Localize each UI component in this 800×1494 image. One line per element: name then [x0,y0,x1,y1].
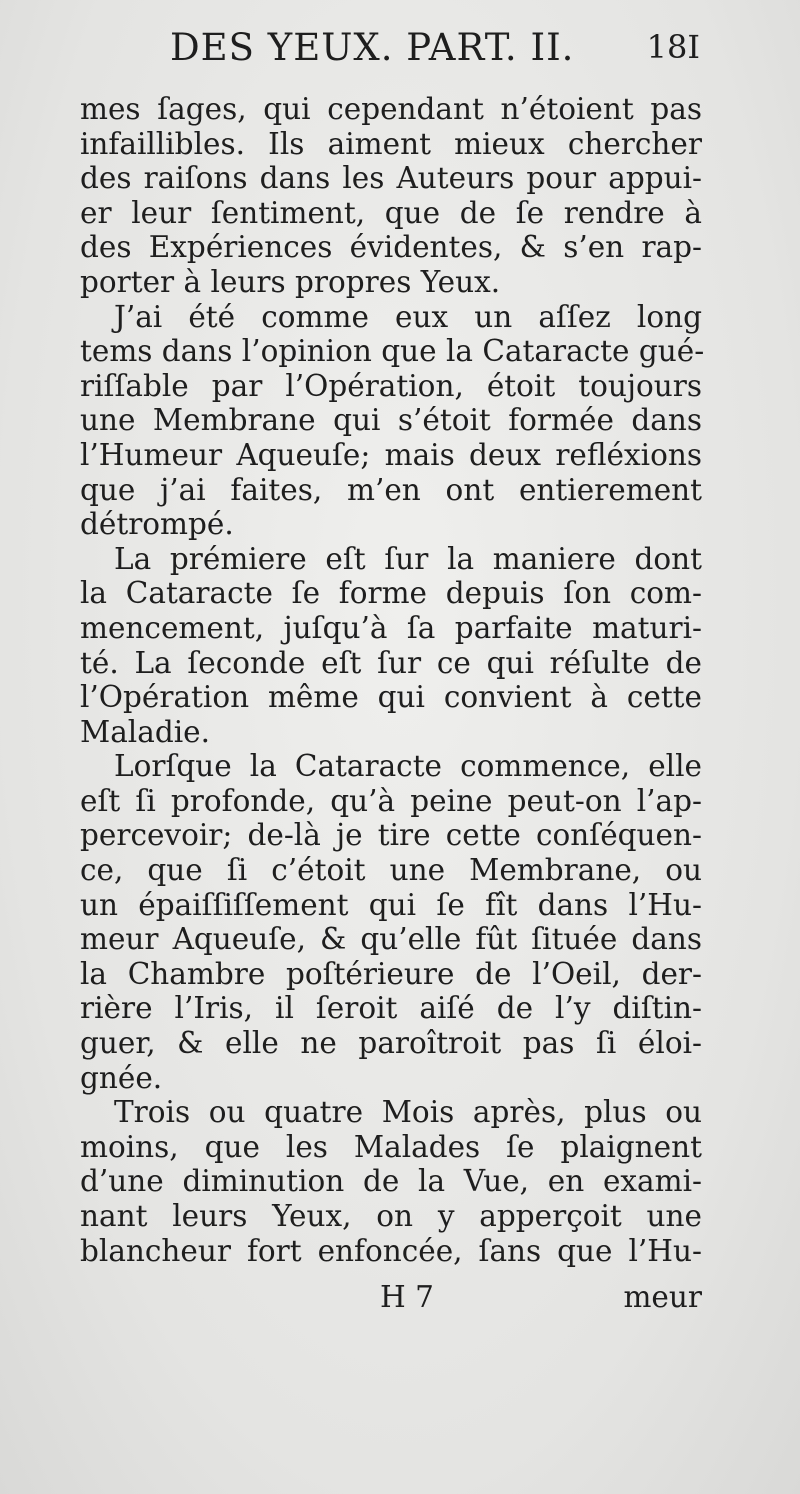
text-line: percevoir; de-là je tire cette conſéquen- [80,818,702,853]
text-line: détrompé. [80,507,234,542]
text-line: moins, que les Malades ſe plaignent [80,1129,702,1164]
text-line: porter à leurs propres Yeux. [80,264,501,299]
running-title: DES YEUX. PART. II. [170,26,575,69]
text-line: la Cataracte ſe forme depuis ſon com- [80,576,702,611]
text-line: infaillibles. Ils aiment mieux chercher [80,126,702,161]
text-line: l’Humeur Aqueuſe; mais deux refléxions [80,437,702,472]
text-line: té. La ſeconde eſt ſur ce qui réſulte de [80,645,702,680]
text-line: des raiſons dans les Auteurs pour appui- [80,161,702,196]
text-line: la Chambre poſtérieure de l’Oeil, der- [80,956,702,991]
text-line: eſt ſi profonde, qu’à peine peut-on l’ap- [80,783,702,818]
text-line: nant leurs Yeux, on y apperçoit une [80,1199,702,1233]
text-line: rière l’Iris, il ſeroit aiſé de l’y diſtin- [80,991,702,1026]
text-line: Lorſque la Cataracte commence, elle [114,749,702,784]
text-line: J’ai été comme eux un aſſez long [114,299,702,334]
text-line: Trois ou quatre Mois après, plus ou [114,1095,702,1130]
text-line: tems dans l’opinion que la Cataracte gué- [80,334,705,369]
text-line: riſſable par l’Opération, étoit toujours [80,368,702,403]
text-line: Maladie. [80,714,210,749]
text-line: une Membrane qui s’étoit formée dans [80,403,702,438]
signature-mark: H 7 [380,1280,434,1314]
page-footer [80,1280,702,1320]
text-line: mes ſages, qui cependant n’étoient pas [80,92,702,126]
body-text [80,92,705,1268]
text-line: mencement, juſqu’à ſa parfaite maturi- [80,610,702,645]
text-line: ce, que ſi c’étoit une Membrane, ou [80,853,702,888]
text-line: l’Opération même qui convient à cette [80,680,702,715]
catchword: meur [623,1280,702,1314]
text-line: gnée. [80,1060,163,1095]
text-line: La prémiere eſt ſur la maniere dont [114,541,702,576]
text-line: guer, & elle ne paroîtroit pas ſi éloi- [80,1026,702,1061]
text-line: d’une diminution de la Vue, en exami- [80,1164,702,1199]
text-line: un épaiſſiſſement qui ſe fît dans l’Hu- [80,887,702,922]
text-line: er leur ſentiment, que de ſe rendre à [80,195,702,230]
running-header [170,26,700,76]
page-number: 18I [646,28,700,66]
text-line: meur Aqueuſe, & qu’elle fût ſituée dans [80,922,702,957]
text-line: que j’ai faites, m’en ont entierement [80,472,702,507]
text-line: des Expériences évidentes, & s’en rap- [80,230,702,265]
text-line: blancheur fort enfoncée, ſans que l’Hu- [80,1233,702,1268]
